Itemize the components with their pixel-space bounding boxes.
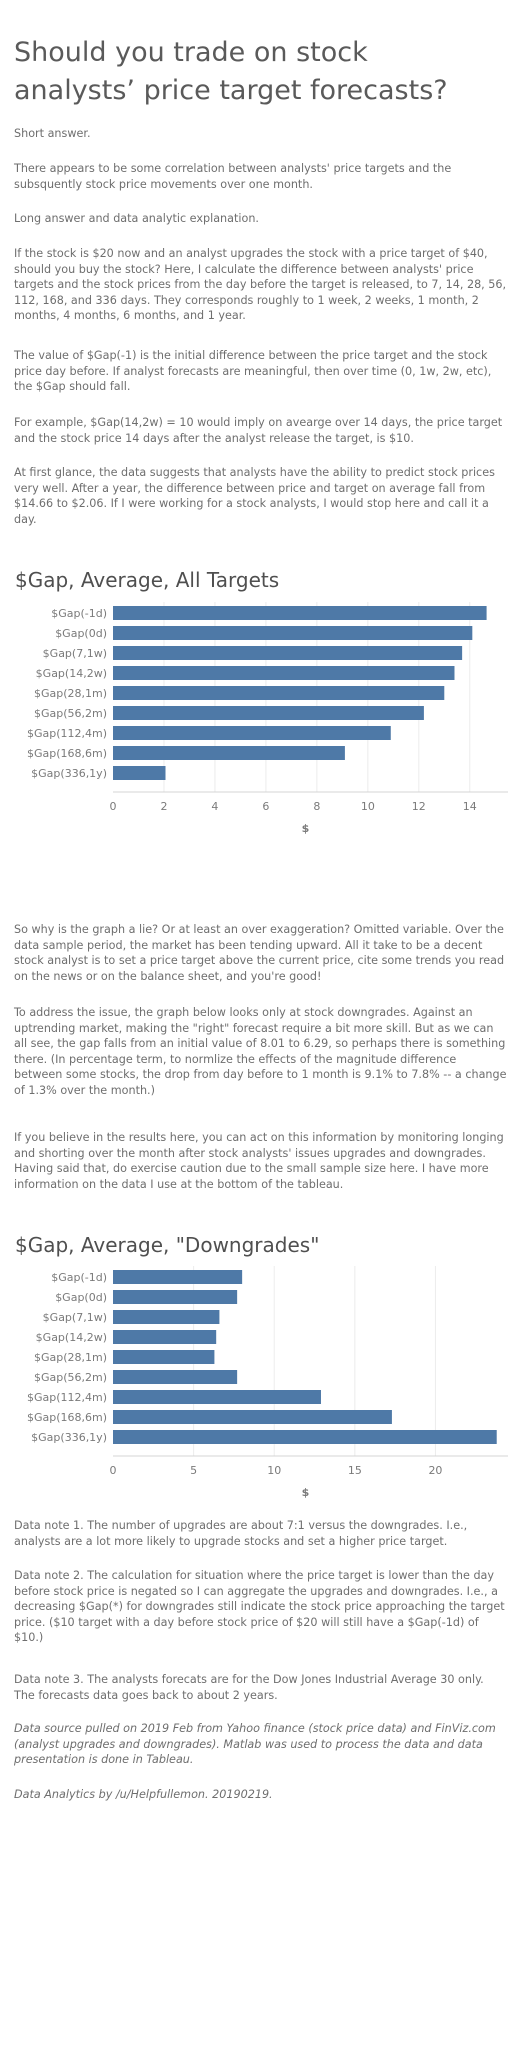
x-tick-label: 5: [190, 1464, 198, 1477]
category-label: $Gap(28,1m): [33, 1351, 107, 1364]
x-tick-label: 8: [313, 800, 321, 813]
chart-title: $Gap, Average, All Targets: [15, 568, 280, 592]
bar: [113, 1430, 497, 1444]
category-label: $Gap(0d): [55, 627, 107, 640]
body-paragraph: To address the issue, the graph below looks only at stock downgrades. Against an uptrending market, making the "right" forecast require a bit more skill. But as we can all see, the gap falls from an initial value of 8.01 to 6.29, so perhaps there is something there. (In percentage term, to normlize the effects of the magnitude difference between some stocks, the drop from day before to 1 month is 9.1% to 7.8% -- a change of 1.3% over the month.): [14, 1006, 507, 1097]
category-label: $Gap(0d): [55, 1291, 107, 1304]
category-label: $Gap(112,4m): [26, 1391, 107, 1404]
x-tick-label: 10: [360, 800, 375, 813]
data-note: Data note 2. The calculation for situation where the price target is lower than the day before stock price is negated so I can aggregate the upgrades and downgrades. I.e., a decreasing $Gap(*) for downgrades still indicate the stock price approaching the target price. ($10 target with a day before stock price of $20 will still have a $Gap(-1d) of $10.): [14, 1569, 505, 1644]
bar: [113, 766, 165, 780]
intro-paragraph: There appears to be some correlation between analysts' price targets and the subsquently stock price movements over one month.: [14, 162, 452, 191]
x-tick-label: 12: [411, 800, 426, 813]
x-tick-label: 4: [211, 800, 219, 813]
bar: [113, 746, 345, 760]
x-tick-label: 10: [267, 1464, 282, 1477]
category-label: $Gap(7,1w): [42, 1311, 107, 1324]
bar: [113, 1330, 216, 1344]
category-label: $Gap(336,1y): [31, 1431, 107, 1444]
category-label: $Gap(112,4m): [26, 727, 107, 740]
bar: [113, 626, 472, 640]
category-label: $Gap(168,6m): [26, 1411, 107, 1424]
bar: [113, 606, 487, 620]
data-note: Data note 3. The analysts forecats are for the Dow Jones Industrial Average 30 only. The forecasts data goes back to about 2 years.: [14, 1673, 484, 1702]
chart-title: $Gap, Average, "Downgrades": [15, 1233, 320, 1257]
bar-chart-downgrades: [0, 1262, 519, 1502]
data-note: Data note 1. The number of upgrades are about 7:1 versus the downgrades. I.e., analysts are a lot more likely to upgrade stocks and set a higher price target.: [14, 1519, 468, 1548]
category-label: $Gap(336,1y): [31, 767, 107, 780]
bar: [113, 1390, 321, 1404]
category-label: $Gap(14,2w): [35, 667, 107, 680]
credit-note: Data Analytics by /u/Helpfullemon. 20190219.: [14, 1788, 273, 1801]
body-paragraph: If you believe in the results here, you can act on this information by monitoring longing and shorting over the month after stock analysts' issues upgrades and downgrades. Having said that, do exercise caution due to the small sample size here. I have more information on the data I use at the bottom of the tableau.: [14, 1131, 504, 1191]
bar: [113, 1270, 242, 1284]
category-label: $Gap(56,2m): [33, 707, 107, 720]
bar-chart-all-targets: [0, 598, 519, 838]
category-label: $Gap(56,2m): [33, 1371, 107, 1384]
x-tick-label: 15: [347, 1464, 362, 1477]
category-label: $Gap(7,1w): [42, 647, 107, 660]
bar: [113, 1370, 237, 1384]
intro-paragraph: If the stock is $20 now and an analyst upgrades the stock with a price target of $40, should you buy the stock? Here, I calculate the difference between analysts' price targets and the stock prices from the day before the target is released, to 7, 14, 28, 56, 112, 168, and 336 days. They corresponds roughly to 1 week, 2 weeks, 1 month, 2 months, 4 months, 6 months, and 1 year.: [14, 247, 507, 322]
category-label: $Gap(-1d): [51, 1271, 107, 1284]
category-label: $Gap(-1d): [51, 607, 107, 620]
bar: [113, 1350, 214, 1364]
bar: [113, 726, 391, 740]
x-tick-label: 2: [160, 800, 168, 813]
bar: [113, 706, 424, 720]
intro-paragraph: The value of $Gap(-1) is the initial difference between the price target and the stock price day before. If analyst forecasts are meaningful, then over time (0, 1w, 2w, etc), the $Gap should fall.: [14, 349, 492, 393]
category-label: $Gap(28,1m): [33, 687, 107, 700]
x-tick-label: 0: [109, 1464, 117, 1477]
intro-paragraph: At first glance, the data suggests that analysts have the ability to predict stock prices very well. After a year, the difference between price and target on average fall from $14.66 to $2.06. If I were working for a stock analysts, I would stop here and call it a day.: [14, 466, 495, 526]
bar: [113, 1310, 219, 1324]
bar: [113, 666, 454, 680]
category-label: $Gap(168,6m): [26, 747, 107, 760]
body-paragraph: So why is the graph a lie? Or at least an over exaggeration? Omitted variable. Over the data sample period, the market has been tending upward. All it take to be a decent stock analyst is to set a price target above the current price, cite some trends you read on the news or on the balance sheet, and you're good!: [14, 923, 505, 983]
intro-paragraph: Short answer.: [14, 127, 91, 140]
bar: [113, 646, 462, 660]
x-axis-label: $: [301, 822, 310, 835]
data-source-note: Data source pulled on 2019 Feb from Yahoo finance (stock price data) and FinViz.com (analyst upgrades and downgrades). Matlab was used to process the data and data presentation is done in Tableau.: [14, 1722, 496, 1766]
page-title: Should you trade on stock analysts’ price target forecasts?: [14, 37, 448, 106]
x-tick-label: 20: [428, 1464, 443, 1477]
bar: [113, 1410, 392, 1424]
intro-paragraph: Long answer and data analytic explanation.: [14, 212, 259, 225]
intro-paragraph: For example, $Gap(14,2w) = 10 would imply on avearge over 14 days, the price target and the stock price 14 days after the analyst release the target, is $10.: [14, 416, 503, 445]
x-tick-label: 14: [462, 800, 477, 813]
x-axis-label: $: [301, 1486, 310, 1499]
category-label: $Gap(14,2w): [35, 1331, 107, 1344]
bar: [113, 1290, 237, 1304]
x-tick-label: 6: [262, 800, 270, 813]
x-tick-label: 0: [109, 800, 117, 813]
bar: [113, 686, 444, 700]
